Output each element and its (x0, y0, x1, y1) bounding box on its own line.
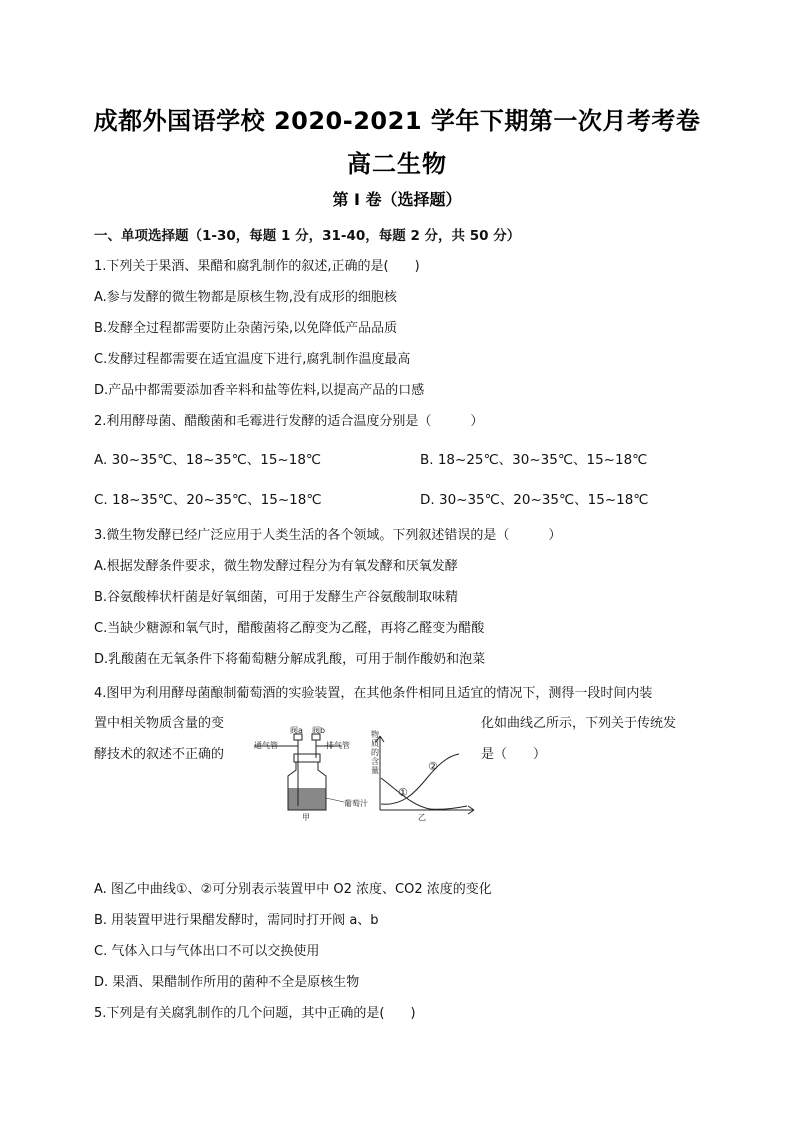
juice-label: 葡萄汁 (344, 799, 368, 808)
question-3-option-b: B.谷氨酸棒状杆菌是好氧细菌，可用于发酵生产谷氨酸制取味精 (94, 590, 459, 605)
question-5-stem: 5.下列是有关腐乳制作的几个问题，其中正确的是( ) (94, 1006, 416, 1021)
curve-2-label: ② (428, 760, 438, 773)
section-heading: 一、单项选择题（1-30，每题 1 分，31-40，每题 2 分，共 50 分） (94, 228, 521, 244)
subject-title: 高二生物 (347, 150, 447, 178)
y-axis-label: 物质的含量 (371, 730, 379, 775)
chart-label: 乙 (418, 813, 426, 822)
question-3-stem: 3.微生物发酵已经广泛应用于人类生活的各个领域。下列叙述错误的是（ ） (94, 528, 562, 543)
outlet-label: 排气管 (326, 741, 350, 750)
valve-b-label: 阀b (312, 726, 326, 735)
question-1-option-b: B.发酵全过程都需要防止杂菌污染,以免降低产品品质 (94, 321, 398, 336)
question-4-line-2-right: 化如曲线乙所示，下列关于传统发 (481, 716, 677, 731)
valve-a-label: 阀a (290, 726, 303, 735)
question-4-option-c: C. 气体入口与气体出口不可以交换使用 (94, 944, 320, 959)
curve-1-line (381, 778, 467, 809)
question-4-line-1: 4.图甲为利用酵母菌酿制葡萄酒的实验装置，在其他条件相同且适宜的情况下，测得一段时间内装 (94, 686, 653, 701)
question-3-option-c: C.当缺少糖源和氧气时，醋酸菌将乙醇变为乙醛，再将乙醛变为醋酸 (94, 621, 485, 636)
question-4-line-3-left: 酵技术的叙述不正确的 (94, 747, 225, 762)
part-title: 第 I 卷（选择题） (332, 190, 462, 209)
question-2-option-d: D. 30~35℃、20~35℃、15~18℃ (420, 492, 649, 508)
juice-pointer (326, 798, 344, 802)
question-2-option-a: A. 30~35℃、18~35℃、15~18℃ (94, 452, 322, 468)
question-4-line-3-right: 是（ ） (481, 747, 547, 762)
question-3-option-a: A.根据发酵条件要求，微生物发酵过程分为有氧发酵和厌氧发酵 (94, 559, 458, 574)
question-1-option-d: D.产品中都需要添加香辛料和盐等佐料,以提高产品的口感 (94, 383, 425, 398)
question-1-stem: 1.下列关于果酒、果醋和腐乳制作的叙述,正确的是( ) (94, 259, 420, 274)
question-2-option-b: B. 18~25℃、30~35℃、15~18℃ (420, 452, 648, 468)
inlet-label: 通气管 (254, 741, 278, 750)
question-1-option-a: A.参与发酵的微生物都是原核生物,没有成形的细胞核 (94, 290, 397, 305)
question-2-stem: 2.利用酵母菌、醋酸菌和毛霉进行发酵的适合温度分别是（ ） (94, 414, 484, 429)
curve-2-line (381, 754, 459, 804)
curve-chart (376, 736, 474, 814)
question-4-option-d: D. 果酒、果醋制作所用的菌种不全是原核生物 (94, 975, 360, 990)
curve-1-label: ① (398, 786, 408, 799)
question-4-figure (252, 728, 482, 823)
exam-title: 成都外国语学校 2020-2021 学年下期第一次月考考卷 (93, 107, 701, 135)
question-4-line-2-left: 置中相关物质含量的变 (94, 716, 225, 731)
juice-fill (289, 788, 326, 810)
apparatus-label: 甲 (302, 813, 310, 822)
question-3-option-d: D.乳酸菌在无氧条件下将葡萄糖分解成乳酸，可用于制作酸奶和泡菜 (94, 652, 486, 667)
question-1-option-c: C.发酵过程都需要在适宜温度下进行,腐乳制作温度最高 (94, 352, 411, 367)
question-4-option-b: B. 用装置甲进行果醋发酵时，需同时打开阀 a、b (94, 913, 379, 928)
question-4-option-a: A. 图乙中曲线①、②可分别表示装置甲中 O2 浓度、CO2 浓度的变化 (94, 882, 492, 897)
question-2-option-c: C. 18~35℃、20~35℃、15~18℃ (94, 492, 322, 508)
